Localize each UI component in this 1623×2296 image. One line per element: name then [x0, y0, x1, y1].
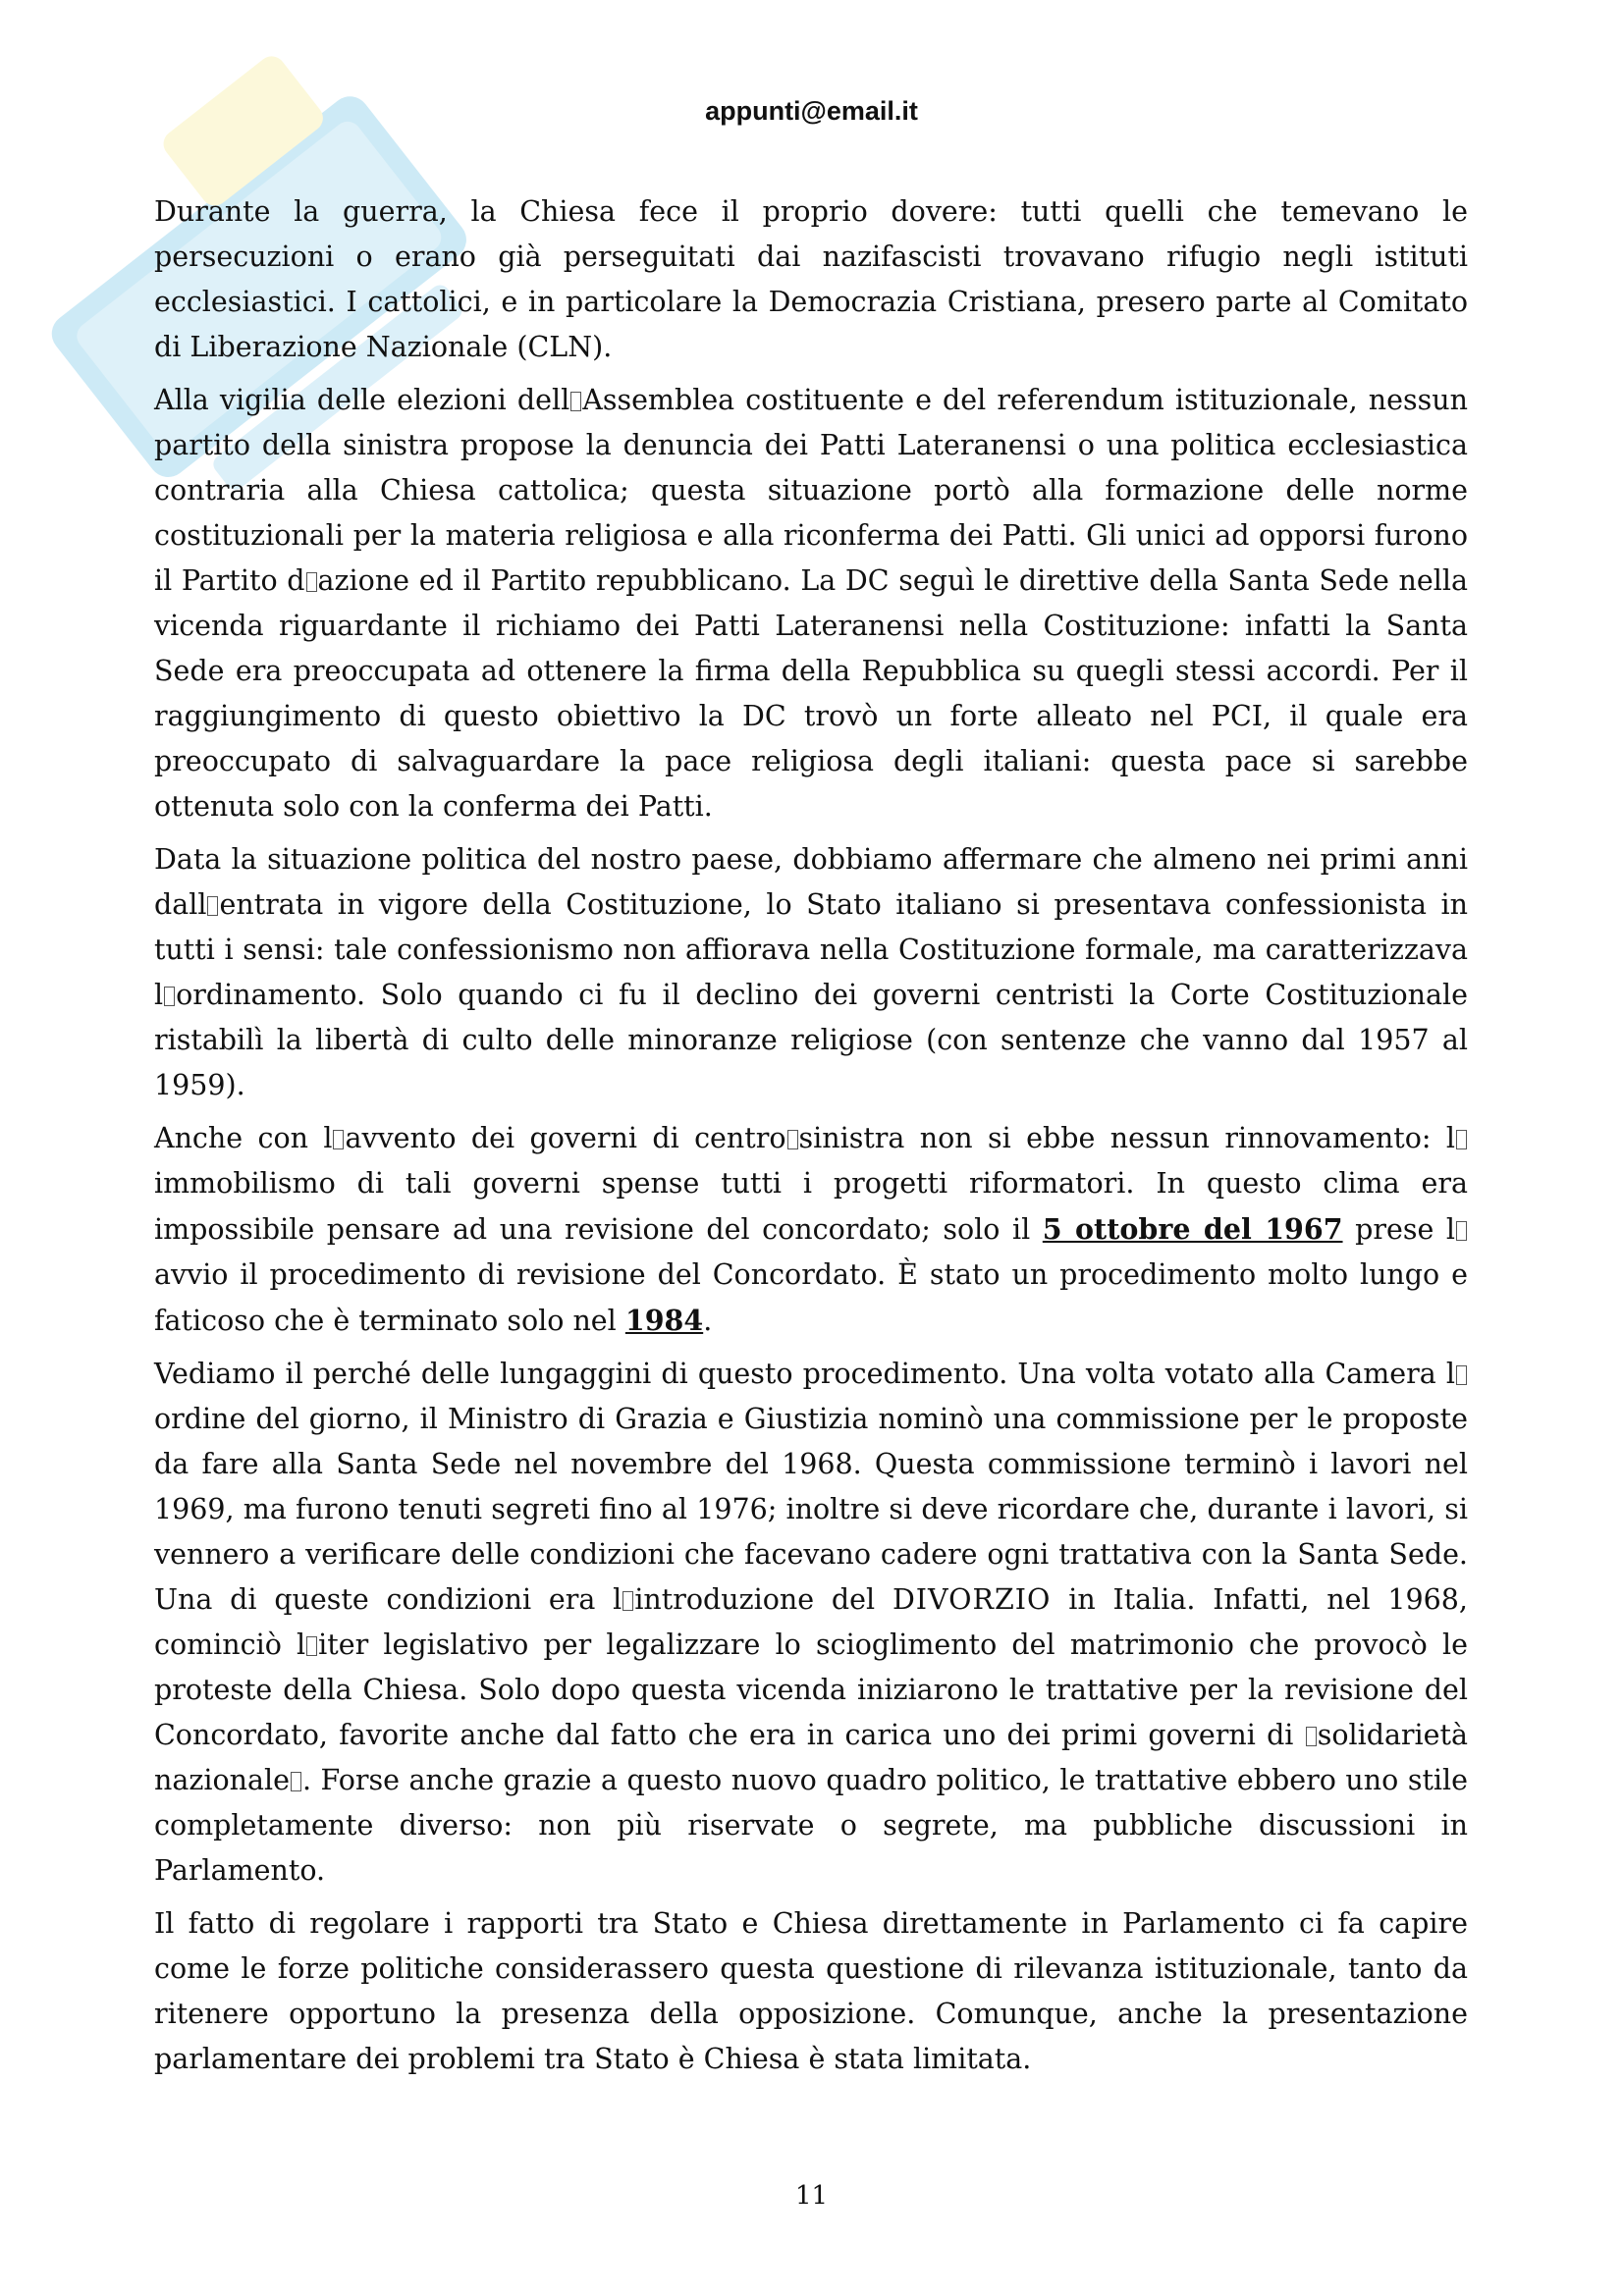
missing-apostrophe-glyph — [164, 987, 175, 1006]
highlighted-date-1967: 5 ottobre del 1967 — [1042, 1212, 1343, 1246]
missing-hyphen-glyph — [787, 1130, 798, 1149]
page-number: 11 — [794, 2181, 829, 2211]
missing-apostrophe-glyph — [1456, 1221, 1467, 1241]
body-text — [154, 189, 1468, 2090]
paragraph-4: Anche con l avvento dei governi di centro sinistra non si ebbe nessun rinnovamento: limmobilismo di tali governi spense tutti i progetti riformatori. In questo clima era impossibile pensare ad una revisione del concordato; solo il 5 ottobre del 1967 prese lavvio il procedimento di revisione del Concordato. È stato un procedimento molto lungo e faticoso che è terminato solo nel 1984. — [154, 1122, 1468, 1337]
missing-apostrophe-glyph — [1456, 1130, 1467, 1149]
missing-apostrophe-glyph — [207, 896, 218, 916]
paragraph-5: Vediamo il perché delle lungaggini di questo procedimento. Una volta votato alla Camera lordine del giorno, il Ministro di Grazia e Giustizia nominò una commissione per le proposte da fare alla Santa Sede nel novembre del 1968. Questa commissione terminò i lavori nel 1969, ma furono tenuti segreti fino al 1976; inoltre si deve ricordare che, durante i lavori, si vennero a verificare delle condizioni che facevano cadere ogni trattativa con la Santa Sede. Una di queste condizioni era l introduzione del DIVORZIO in Italia. Infatti, nel 1968, cominciò l iter legislativo per legalizzare lo scioglimento del matrimonio che provocò le proteste della Chiesa. Solo dopo questa vicenda iniziarono le trattative per la revisione del Concordato, favorite anche dal fatto che era in carica uno dei primi governi di solidarietà nazionale . Forse anche grazie a questo nuovo quadro politico, le trattative ebbero uno stile completamente diverso: non più riservate o segrete, ma pubbliche discussioni in Parlamento. — [154, 1358, 1468, 1887]
missing-quote-glyph — [1306, 1727, 1317, 1746]
highlighted-date-1984: 1984 — [624, 1304, 704, 1337]
paragraph-6: Il fatto di regolare i rapporti tra Stato e Chiesa direttamente in Parlamento ci fa capire come le forze politiche considerassero questa questione di rilevanza istituzionale, tanto da ritenere opportuno la presenza della opposizione. Comunque, anche la presentazione parlamentare dei problemi tra Stato è Chiesa è stata limitata. — [154, 1907, 1468, 2075]
header-email: appunti@email.it — [705, 96, 918, 126]
missing-apostrophe-glyph — [570, 392, 581, 411]
missing-apostrophe-glyph — [622, 1591, 633, 1611]
missing-apostrophe-glyph — [333, 1130, 344, 1149]
paragraph-2: Alla vigilia delle elezioni dell Assemblea costituente e del referendum istituzionale, nessun partito della sinistra propose la denuncia dei Patti Lateranensi o una politica ecclesiastica contraria alla Chiesa cattolica; questa situazione portò alla formazione delle norme costituzionali per la materia religiosa e alla riconferma dei Patti. Gli unici ad opporsi furono il Partito d azione ed il Partito repubblicano. La DC seguì le direttive della Santa Sede nella vicenda riguardante il richiamo dei Patti Lateranensi nella Costituzione: infatti la Santa Sede era preoccupata ad ottenere la firma della Repubblica su quegli stessi accordi. Per il raggiungimento di questo obiettivo la DC trovò un forte alleato nel PCI, il quale era preoccupato di salvaguardare la pace religiosa degli italiani: questa pace si sarebbe ottenuta solo con la conferma dei Patti. — [154, 384, 1468, 823]
divorzio-term: DIVORZIO — [892, 1583, 1052, 1616]
missing-apostrophe-glyph — [306, 1636, 317, 1656]
missing-quote-glyph — [291, 1772, 301, 1791]
paragraph-3: Data la situazione politica del nostro paese, dobbiamo affermare che almeno nei primi anni dall entrata in vigore della Costituzione, lo Stato italiano si presentava confessionista in tutti i sensi: tale confessionismo non affiorava nella Costituzione formale, ma caratterizzava l ordinamento. Solo quando ci fu il declino dei governi centristi la Corte Costituzionale ristabilì la libertà di culto delle minoranze religiose (con sentenze che vanno dal 1957 al 1959). — [154, 843, 1468, 1101]
missing-apostrophe-glyph — [306, 572, 317, 592]
paragraph-1: Durante la guerra, la Chiesa fece il proprio dovere: tutti quelli che temevano le persecuzioni o erano già perseguitati dai nazifascisti trovavano rifugio negli istituti ecclesiastici. I cattolici, e in particolare la Democrazia Cristiana, presero parte al Comitato di Liberazione Nazionale (CLN). — [154, 195, 1468, 363]
missing-apostrophe-glyph — [1456, 1365, 1467, 1385]
